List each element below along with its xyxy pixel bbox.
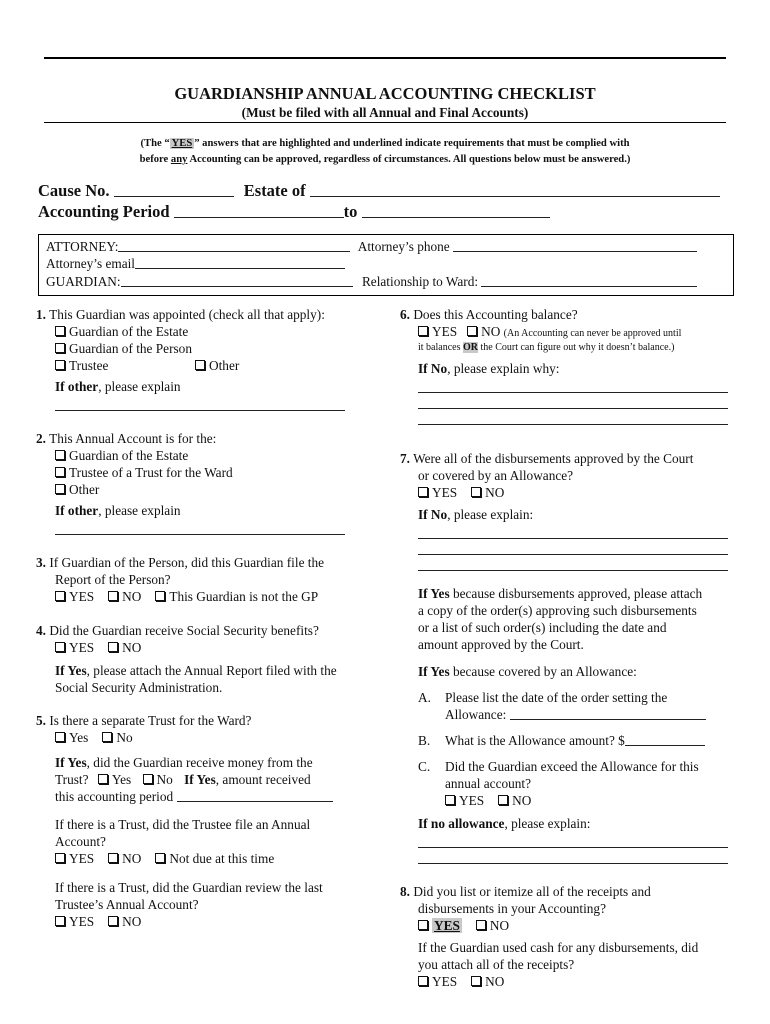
checkbox-icon[interactable] — [108, 916, 118, 926]
q5-no[interactable]: No — [102, 729, 132, 746]
attorney-field[interactable] — [118, 251, 350, 252]
checkbox-icon[interactable] — [55, 916, 65, 926]
cause-row — [38, 181, 720, 201]
q6-explain-line-2[interactable] — [418, 393, 728, 409]
checkbox-icon[interactable] — [108, 853, 118, 863]
checkbox-icon[interactable] — [55, 360, 65, 370]
q2-explain-line[interactable] — [55, 519, 345, 535]
q5-trust-no[interactable]: No — [143, 772, 173, 787]
question-6: 6. Does this Accounting balance? YES NO (An Accounting can never be approved until it balances OR the Court can figure out why it doesn’t balance.) If No, please explain why: — [400, 306, 735, 425]
period-end-field[interactable] — [362, 217, 550, 218]
q4-yes[interactable]: YES — [55, 639, 94, 656]
checkbox-icon[interactable] — [108, 591, 118, 601]
q4-no[interactable]: NO — [108, 639, 141, 656]
checkbox-icon[interactable] — [55, 591, 65, 601]
q7-allowance-date-field[interactable] — [510, 719, 706, 720]
q2-option-trustee[interactable]: Trustee of a Trust for the Ward — [55, 464, 376, 481]
checkbox-icon[interactable] — [418, 326, 428, 336]
period-label: Accounting Period — [38, 202, 170, 221]
checkbox-icon[interactable] — [98, 774, 108, 784]
checkbox-icon[interactable] — [445, 795, 455, 805]
attorney-email-row: Attorney’s email — [46, 255, 345, 272]
checkbox-icon[interactable] — [195, 360, 205, 370]
attorney-row: ATTORNEY: Attorney’s phone — [46, 238, 697, 255]
q5-review-no[interactable]: NO — [108, 913, 141, 930]
q3-yes[interactable]: YES — [55, 588, 94, 605]
checkbox-icon[interactable] — [55, 450, 65, 460]
checkbox-icon[interactable] — [55, 326, 65, 336]
checkbox-icon[interactable] — [418, 976, 428, 986]
q7-yes[interactable]: YES — [418, 484, 457, 501]
q8-yes[interactable]: YES — [418, 917, 462, 934]
period-to-label: to — [343, 202, 358, 221]
cause-number-field[interactable] — [114, 196, 234, 197]
q7-explain-line-1[interactable] — [418, 523, 728, 539]
q7-explain-line-3[interactable] — [418, 555, 728, 571]
q2-option-estate[interactable]: Guardian of the Estate — [55, 447, 376, 464]
guardian-field[interactable] — [121, 286, 353, 287]
q5-trustee-yes[interactable]: YES — [55, 850, 94, 867]
question-7: 7. Were all of the disbursements approved by the Court or covered by an Allowance? YES NO If No, please explain: If Yes because disbursements approved, please attach a copy of the order(s) approving such disbursements or a list of such order(s) including the date and amount approved by the Court. If Yes because covered by an Allowance: A. Please list the date of the order setting the Allowance: B. What is the Allowance amount? $ C. Did the Guardian exceed the Allowance for this annual account? YES NO If no allowance, please explain: — [400, 450, 735, 864]
q7-allowance-amount-field[interactable] — [625, 745, 705, 746]
q3-no[interactable]: NO — [108, 588, 141, 605]
question-3: 3. If Guardian of the Person, did this Guardian file the Report of the Person? YES NO This Guardian is not the GP — [36, 555, 325, 604]
q5-yes[interactable]: Yes — [55, 729, 88, 746]
q8-no[interactable]: NO — [476, 917, 509, 934]
q5-review-yes[interactable]: YES — [55, 913, 94, 930]
q2-option-other[interactable]: Other — [55, 481, 376, 498]
checkbox-icon[interactable] — [55, 484, 65, 494]
checkbox-icon[interactable] — [102, 732, 112, 742]
period-start-field[interactable] — [174, 217, 344, 218]
q8-cash-yes[interactable]: YES — [418, 973, 457, 990]
checkbox-icon[interactable] — [143, 774, 153, 784]
q1-option-trustee[interactable]: Trustee — [55, 357, 195, 374]
checkbox-icon[interactable] — [476, 920, 486, 930]
question-8: 8. Did you list or itemize all of the receipts and disbursements in your Accounting? YES NO If the Guardian used cash for any disbursements, did you attach all of the receipts? YES NO — [400, 884, 699, 989]
q1-option-other[interactable]: Other — [195, 358, 239, 373]
checkbox-icon[interactable] — [471, 976, 481, 986]
question-2: 2. This Annual Account is for the: Guardian of the Estate Trustee of a Trust for the Ward Other If other, please explain — [36, 430, 376, 535]
q1-option-person[interactable]: Guardian of the Person — [55, 340, 376, 357]
checkbox-icon[interactable] — [55, 467, 65, 477]
q7-no[interactable]: NO — [471, 484, 504, 501]
estate-label: Estate of — [243, 181, 306, 200]
checkbox-icon[interactable] — [55, 642, 65, 652]
q7-noallow-line-1[interactable] — [418, 832, 728, 848]
checkbox-icon[interactable] — [467, 326, 477, 336]
period-row — [38, 202, 550, 222]
relationship-field[interactable] — [481, 286, 697, 287]
q7c-yes[interactable]: YES — [445, 792, 484, 809]
q5-trustee-no[interactable]: NO — [108, 850, 141, 867]
cause-label: Cause No. — [38, 181, 110, 200]
q3-not-gp[interactable]: This Guardian is not the GP — [155, 589, 318, 604]
checkbox-icon[interactable] — [498, 795, 508, 805]
q5-trust-yes[interactable]: Yes — [98, 772, 131, 787]
q7-noallow-line-2[interactable] — [418, 848, 728, 864]
q6-explain-line-3[interactable] — [418, 409, 728, 425]
guardian-row: GUARDIAN: Relationship to Ward: — [46, 273, 697, 290]
page-subtitle: (Must be filed with all Annual and Final Accounts) — [241, 105, 529, 120]
q1-explain-line[interactable] — [55, 395, 345, 411]
q6-yes[interactable]: YES — [418, 324, 457, 339]
checkbox-icon[interactable] — [418, 487, 428, 497]
checkbox-icon[interactable] — [55, 343, 65, 353]
checkbox-icon[interactable] — [155, 591, 165, 601]
yes-highlight-example: YES — [171, 138, 193, 149]
question-1: 1. This Guardian was appointed (check all that apply): Guardian of the Estate Guardian of the Person Trustee Other If other, please explain — [36, 306, 376, 411]
checkbox-icon[interactable] — [471, 487, 481, 497]
q7-explain-line-2[interactable] — [418, 539, 728, 555]
checkbox-icon[interactable] — [55, 732, 65, 742]
checkbox-icon[interactable] — [55, 853, 65, 863]
q7c-no[interactable]: NO — [498, 792, 531, 809]
q5-amount-field[interactable] — [177, 801, 333, 802]
checkbox-icon[interactable] — [418, 920, 428, 930]
checkbox-icon[interactable] — [108, 642, 118, 652]
top-rule — [44, 57, 726, 59]
q5-not-due[interactable]: Not due at this time — [155, 851, 274, 866]
q1-option-estate[interactable]: Guardian of the Estate — [55, 323, 376, 340]
question-5: 5. Is there a separate Trust for the Ward? Yes No If Yes, did the Guardian receive money from the Trust? Yes No If Yes, amount received this accounting period If there is a Trust, did the Trustee file an Annual Account? YES NO Not due at this time If there is a Trust, did the Guardian review the last Trustee’s Annual Account? YES NO — [36, 712, 381, 930]
attorney-email-field[interactable] — [135, 268, 345, 269]
instructions-note: (The “ YES ” answers that are highlighted and underlined indicate requirements that must be complied with before any Accounting can be approved, regardless of circumstances. All questions below must be answered.) — [139, 138, 631, 165]
question-4: 4. Did the Guardian receive Social Security benefits? YES NO If Yes, please attach the Annual Report filed with the Social Security Administration. — [36, 623, 337, 695]
attorney-phone-field[interactable] — [453, 251, 697, 252]
page-title: GUARDIANSHIP ANNUAL ACCOUNTING CHECKLIST — [174, 84, 596, 103]
estate-field[interactable] — [310, 196, 720, 197]
q6-explain-line-1[interactable] — [418, 377, 728, 393]
q6-no[interactable]: NO — [467, 324, 500, 339]
title-rule — [44, 122, 726, 123]
q8-cash-no[interactable]: NO — [471, 973, 504, 990]
checkbox-icon[interactable] — [155, 853, 165, 863]
